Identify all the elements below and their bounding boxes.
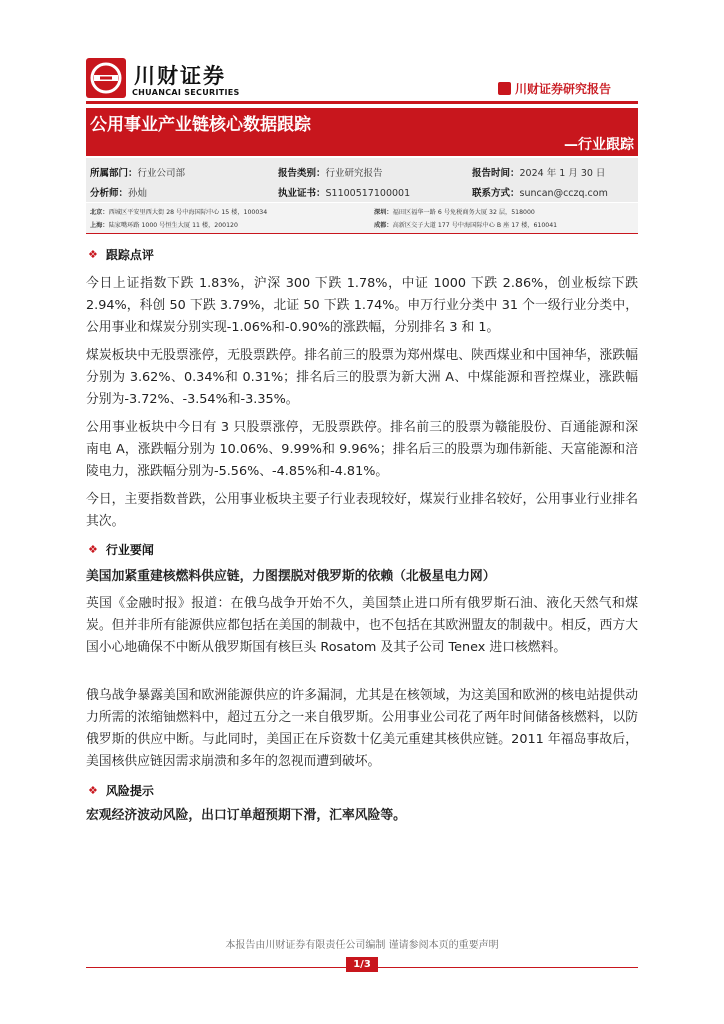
contact-field — [472, 185, 608, 199]
address-shanghai — [90, 220, 238, 229]
cert-label: 执业证书： — [278, 188, 326, 199]
paragraph-index-summary: 今日上证指数下跌 1.83%，沪深 300 下跌 1.78%，中证 1000 下跌 2.86%，创业板综下跌 2.94%，科创 50 下跌 3.79%，北证 50 下跌 1.74%。申万行业分类中 31 个一级行业分类中，公用事业和煤炭分别实现-1.06%和-0.90%的涨跌幅，分别排名 3 和 1。 — [86, 276, 638, 335]
report-subtitle: —行业跟踪 — [564, 137, 634, 153]
paragraph-market-conclusion: 今日，主要指数普跌，公用事业板块主要子行业表现较好，煤炭行业排名较好，公用事业行业排名其次。 — [86, 492, 638, 529]
time-field — [472, 165, 605, 179]
paragraph-coal-sector: 煤炭板块中无股票涨停，无股票跌停。排名前三的股票为郑州煤电、陕西煤业和中国神华，涨跌幅分别为 3.62%、0.34%和 0.31%；排名后三的股票为新大洲 A、中煤能源和晋控煤业，涨跌幅分别为-3.72%、-3.54%和-3.35%。 — [86, 348, 638, 407]
paragraph-news-ft-report: 英国《金融时报》报道：在俄乌战争开始不久，美国禁止进口所有俄罗斯石油、液化天然气和煤炭。但并非所有能源供应都包括在美国的制裁中，也不包括在其欧洲盟友的制裁中。相反，西方大国小心地确保不中断从俄罗斯国有核巨头 Rosatom 及其子公司 Tenex 进口核燃料。 — [86, 596, 638, 655]
address-shenzhen-label: 深圳： — [374, 209, 393, 216]
address-beijing — [90, 207, 267, 216]
section-title: 风险提示 — [105, 784, 154, 798]
type-label: 报告类别： — [278, 168, 326, 179]
section-tracking-review — [88, 246, 154, 263]
header-divider — [86, 101, 638, 104]
time-value: 2024 年 1 月 30 日 — [519, 168, 606, 179]
company-logo — [86, 58, 126, 98]
address-chengdu-value: 高新区交子大道 177 号中海国际中心 B 座 17 楼，610041 — [392, 222, 558, 229]
diamond-bullet-icon: ❖ — [88, 784, 98, 797]
section-title: 跟踪点评 — [105, 248, 154, 262]
page-number: 1/3 — [346, 957, 378, 972]
brand-mini-logo-icon — [498, 82, 511, 95]
analyst-label: 分析师： — [90, 188, 129, 199]
contact-label: 联系方式： — [472, 188, 520, 199]
analyst-field — [90, 185, 147, 199]
news-headline: 美国加紧重建核燃料供应链，力图摆脱对俄罗斯的依赖（北极星电力网） — [86, 569, 496, 584]
title-banner — [86, 108, 638, 156]
footer-disclaimer: 本报告由川财证券有限责任公司编制 谨请参阅本页的重要声明 — [225, 940, 499, 951]
cert-value: S1100517100001 — [325, 188, 411, 199]
section-industry-news — [88, 541, 154, 558]
dept-field — [90, 165, 185, 179]
address-chengdu — [374, 220, 557, 229]
logo-mark-icon — [86, 58, 126, 98]
report-brand-text: 川财证券研究报告 — [515, 81, 612, 96]
address-shenzhen-value: 福田区福华一路 6 号免税商务大厦 32 层，518000 — [392, 209, 535, 216]
paragraph-risk: 宏观经济波动风险，出口订单超预期下滑，汇率风险等。 — [86, 808, 406, 823]
paragraph-utilities-sector: 公用事业板块中今日有 3 只股票涨停，无股票跌停。排名前三的股票为赣能股份、百通能源和深南电 A，涨跌幅分别为 10.06%、9.99%和 9.96%；排名后三的股票为珈伟新能、天富能源和涪陵电力，涨跌幅分别为-5.56%、-4.85%和-4.81%。 — [86, 420, 638, 479]
logo-name-en: CHUANCAI SECURITIES — [132, 88, 240, 97]
time-label: 报告时间： — [472, 168, 520, 179]
diamond-bullet-icon: ❖ — [88, 543, 98, 556]
dept-value: 行业公司部 — [137, 168, 186, 179]
section-title: 行业要闻 — [105, 543, 154, 557]
section-risk-warning — [88, 782, 154, 799]
address-chengdu-label: 成都： — [374, 222, 393, 229]
type-value: 行业研究报告 — [325, 168, 383, 179]
address-beijing-label: 北京： — [90, 209, 109, 216]
cert-field — [278, 185, 410, 199]
report-brand — [498, 78, 638, 98]
paragraph-news-nuclear-supply: 俄乌战争暴露美国和欧洲能源供应的许多漏洞，尤其是在核领域，为这美国和欧洲的核电站提供动力所需的浓缩铀燃料中，超过五分之一来自俄罗斯。公用事业公司花了两年时间储备核燃料，以防俄罗斯的供应中断。与此同时，美国正在斥资数十亿美元重建其核供应链。2011 年福岛事故后，美国核供应链因需求崩溃和多年的忽视而遭到破坏。 — [86, 688, 638, 769]
report-title: 公用事业产业链核心数据跟踪 — [90, 115, 311, 135]
address-beijing-value: 西城区平安里西大街 28 号中海国际中心 15 楼，100034 — [108, 209, 268, 216]
contact-value[interactable]: suncan@cczq.com — [519, 188, 608, 199]
type-field — [278, 165, 383, 179]
address-shanghai-label: 上海： — [90, 222, 109, 229]
address-shanghai-value: 陆家嘴环路 1000 号恒生大厦 11 楼，200120 — [108, 222, 238, 229]
diamond-bullet-icon: ❖ — [88, 248, 98, 261]
report-info — [86, 158, 638, 202]
logo-name-cn: 川财证券 — [134, 64, 226, 88]
address-shenzhen — [374, 207, 535, 216]
dept-label: 所属部门： — [90, 168, 138, 179]
office-addresses — [86, 203, 638, 234]
analyst-value: 孙灿 — [128, 188, 148, 199]
